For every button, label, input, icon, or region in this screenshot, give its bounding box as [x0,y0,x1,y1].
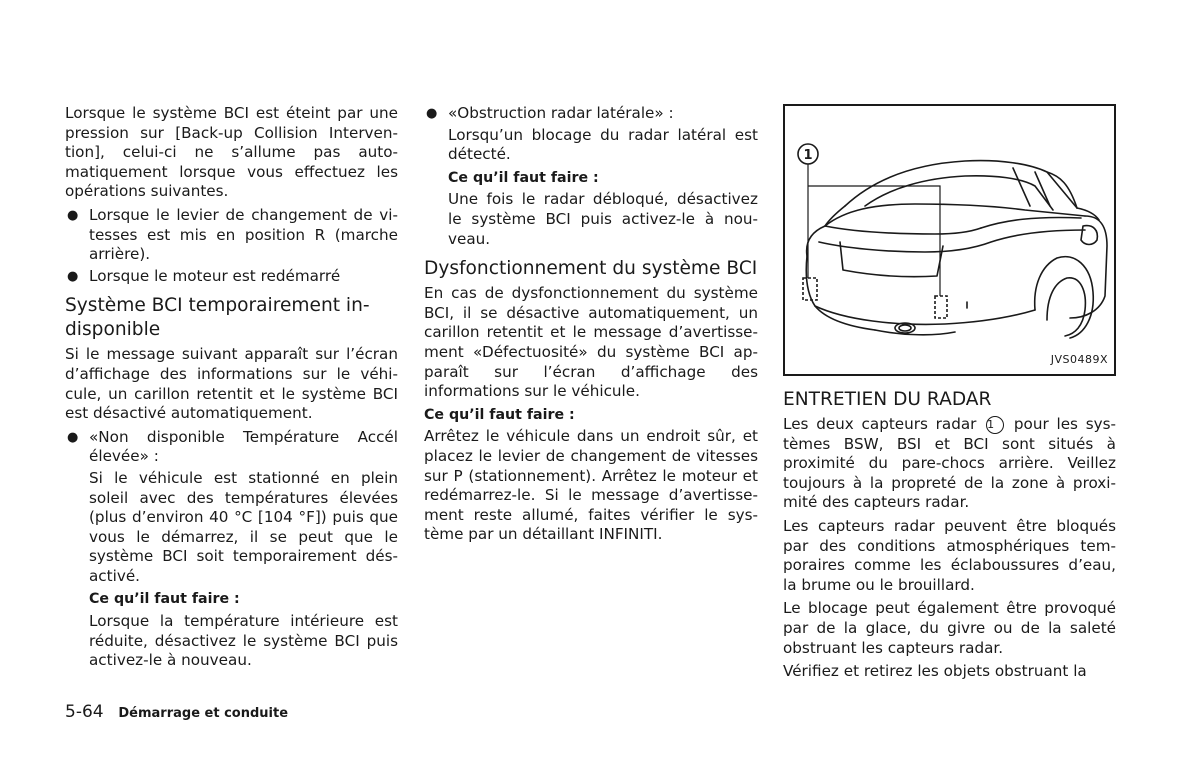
paragraph: En cas de dysfonctionnement du système BCI, il se désactive automatiquement, un carillon retentit et le message d’avertissement «Défectuosité» du système BCI apparaît sur l’écran d’affichage des informations sur le véhicule. [424,284,758,401]
section-title: Démarrage et conduite [118,706,289,721]
list-item: ● Lorsque le levier de changement de vitesses est mis en position R (marche arrière). [67,205,398,264]
figure-code: JVS0489X [1050,353,1108,367]
paragraph: Vérifiez et retirez les objets obstruant la [783,662,1087,681]
section-heading: Système BCI temporairement indisponible [65,295,370,341]
paragraph: Le blocage peut également être provoqué par de la glace, du givre ou de la saleté obstruant les capteurs radar. [783,599,1116,657]
page-footer [65,702,288,722]
paragraph: Si le véhicule est stationné en plein soleil avec des températures élevées (plus d’environ 40 °C [104 °F]) puis que vous le démarrez, il se peut que le système BCI soit temporairement désactivé. [89,468,398,585]
callout-number: 1 [803,148,813,163]
column-2 [424,104,758,549]
car-rear-illustration [783,104,1116,376]
car-drawing [785,106,1114,374]
paragraph: Les deux capteurs radar 1 pour les systèmes BSW, BSI et BCI sont situés à proximité du pare-chocs arrière. Veillez toujours à la propreté de la zone à proximité des capteurs radar. [783,415,1116,512]
paragraph: Les capteurs radar peuvent être bloqués par des conditions atmosphériques temporaires comme les éclaboussures d’eau, la brume ou le brouillard. [783,516,1116,594]
paragraph: Arrêtez le véhicule dans un endroit sûr, et placez le levier de changement de vitesses sur P (stationnement). Arrêtez le moteur et redémarrez-le. Si le message d’avertissement reste allumé, faites vérifier le système par un détaillant INFINITI. [424,427,758,544]
bullet-icon: ● [426,106,438,121]
bullet-icon: ● [67,429,79,445]
list-item: ● «Non disponible Température Accél élevée» : [67,427,398,466]
bullet-icon: ● [67,268,79,284]
list-item: ● Lorsque le moteur est redémarré [67,266,341,285]
instruction-label: Ce qu’il faut faire : [89,591,240,608]
list-item: ● «Obstruction radar latérale» : [426,104,674,122]
bullet-icon: ● [67,207,79,223]
page-number: 5-64 [65,702,104,722]
paragraph: Lorsque la température intérieure est réduite, désactivez le système BCI puis activez-le à nouveau. [89,612,398,670]
callout-number-inline: 1 [986,416,1004,434]
instruction-label: Ce qu’il faut faire : [424,406,575,423]
column-1 [65,104,398,675]
instruction-label: Ce qu’il faut faire : [448,169,599,186]
intro-paragraph: Lorsque le système BCI est éteint par une pression sur [Back-up Collision Intervention], celui-ci ne s’allume pas automatiquement lorsque vous effectuez les opérations suivantes. [65,104,398,201]
paragraph: Si le message suivant apparaît sur l’écran d’affichage des informations sur le véhicule, un carillon retentit et le système BCI est désactivé automatiquement. [65,345,398,423]
section-heading: ENTRETIEN DU RADAR [783,389,992,410]
paragraph: Une fois le radar débloqué, désactivez le système BCI puis activez-le à nouveau. [448,190,758,248]
paragraph: Lorsqu’un blocage du radar latéral est détecté. [448,125,758,164]
section-heading: Dysfonctionnement du système BCI [424,258,758,280]
column-3 [783,104,1116,686]
